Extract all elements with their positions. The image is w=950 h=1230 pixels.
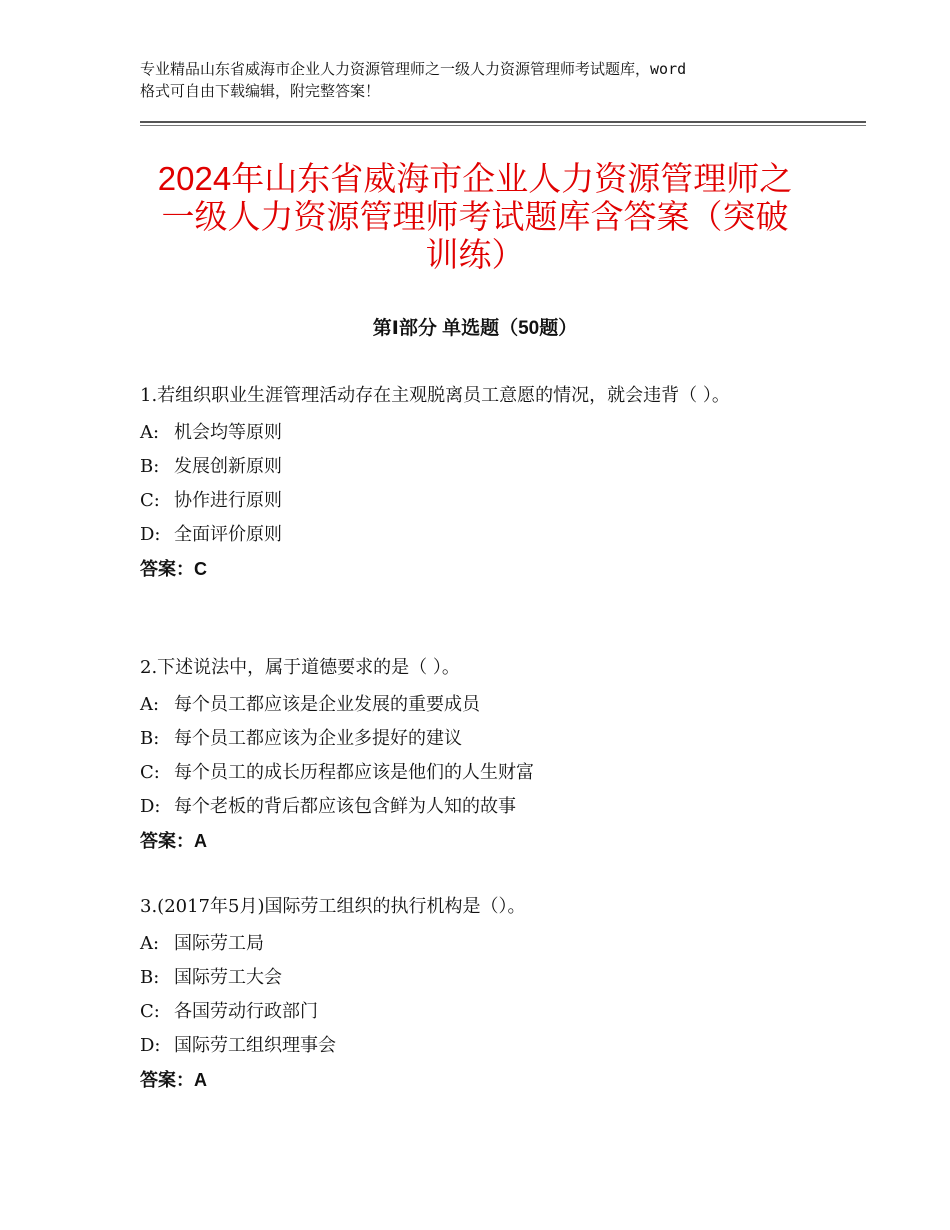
option-d xyxy=(140,518,840,552)
option-a xyxy=(140,927,840,961)
option-text: 全面评价原则 xyxy=(174,524,282,545)
option-b xyxy=(140,450,840,484)
option-d xyxy=(140,1029,840,1063)
header-note xyxy=(140,58,840,102)
option-letter: C: xyxy=(140,1001,160,1022)
option-text: 每个老板的背后都应该包含鲜为人知的故事 xyxy=(174,796,516,817)
option-b xyxy=(140,961,840,995)
option-text: 每个员工都应该为企业多提好的建议 xyxy=(174,728,462,749)
answer: 答案：A xyxy=(140,831,207,851)
option-text: 每个员工的成长历程都应该是他们的人生财富 xyxy=(174,762,534,783)
option-c xyxy=(140,995,840,1029)
option-c xyxy=(140,756,840,790)
question-2 xyxy=(140,654,840,858)
option-text: 各国劳动行政部门 xyxy=(174,1001,318,1022)
option-text: 协作进行原则 xyxy=(174,490,282,511)
question-stem: 1.若组织职业生涯管理活动存在主观脱离员工意愿的情况，就会违背（ ）。 xyxy=(140,385,730,406)
option-letter: C: xyxy=(140,490,160,511)
option-letter: B: xyxy=(140,967,160,988)
option-letter: C: xyxy=(140,762,160,783)
option-text: 机会均等原则 xyxy=(174,422,282,443)
option-d xyxy=(140,790,840,824)
option-letter: D: xyxy=(140,796,161,817)
question-3 xyxy=(140,893,840,1097)
header-note-line-1: 专业精品山东省威海市企业人力资源管理师之一级人力资源管理师考试题库，word xyxy=(140,60,687,78)
option-letter: B: xyxy=(140,728,160,749)
option-letter: D: xyxy=(140,524,161,545)
document-title xyxy=(120,160,830,274)
option-text: 每个员工都应该是企业发展的重要成员 xyxy=(174,694,480,715)
answer: 答案：C xyxy=(140,559,207,579)
option-a xyxy=(140,688,840,722)
question-stem: 3.(2017年5月)国际劳工组织的执行机构是（）。 xyxy=(140,896,526,917)
header-divider-thick xyxy=(140,121,866,123)
header-divider-thin xyxy=(140,125,866,126)
question-1 xyxy=(140,382,840,586)
option-c xyxy=(140,484,840,518)
option-letter: A: xyxy=(140,422,160,443)
document-title-line-2: 一级人力资源管理师考试题库含答案（突破 xyxy=(161,198,789,235)
option-text: 国际劳工组织理事会 xyxy=(174,1035,336,1056)
document-title-line-3: 训练） xyxy=(425,236,525,273)
question-stem: 2.下述说法中，属于道德要求的是（ ）。 xyxy=(140,657,460,678)
option-letter: A: xyxy=(140,933,160,954)
option-text: 国际劳工大会 xyxy=(174,967,282,988)
option-letter: D: xyxy=(140,1035,161,1056)
option-text: 发展创新原则 xyxy=(174,456,282,477)
option-a xyxy=(140,416,840,450)
section-heading: 第Ⅰ部分 单选题（50题） xyxy=(372,318,578,339)
answer: 答案：A xyxy=(140,1070,207,1090)
document-title-line-1: 2024年山东省威海市企业人力资源管理师之 xyxy=(157,160,793,197)
option-letter: A: xyxy=(140,694,160,715)
option-letter: B: xyxy=(140,456,160,477)
option-text: 国际劳工局 xyxy=(174,933,264,954)
option-b xyxy=(140,722,840,756)
header-note-line-2: 格式可自由下载编辑，附完整答案！ xyxy=(140,82,381,100)
